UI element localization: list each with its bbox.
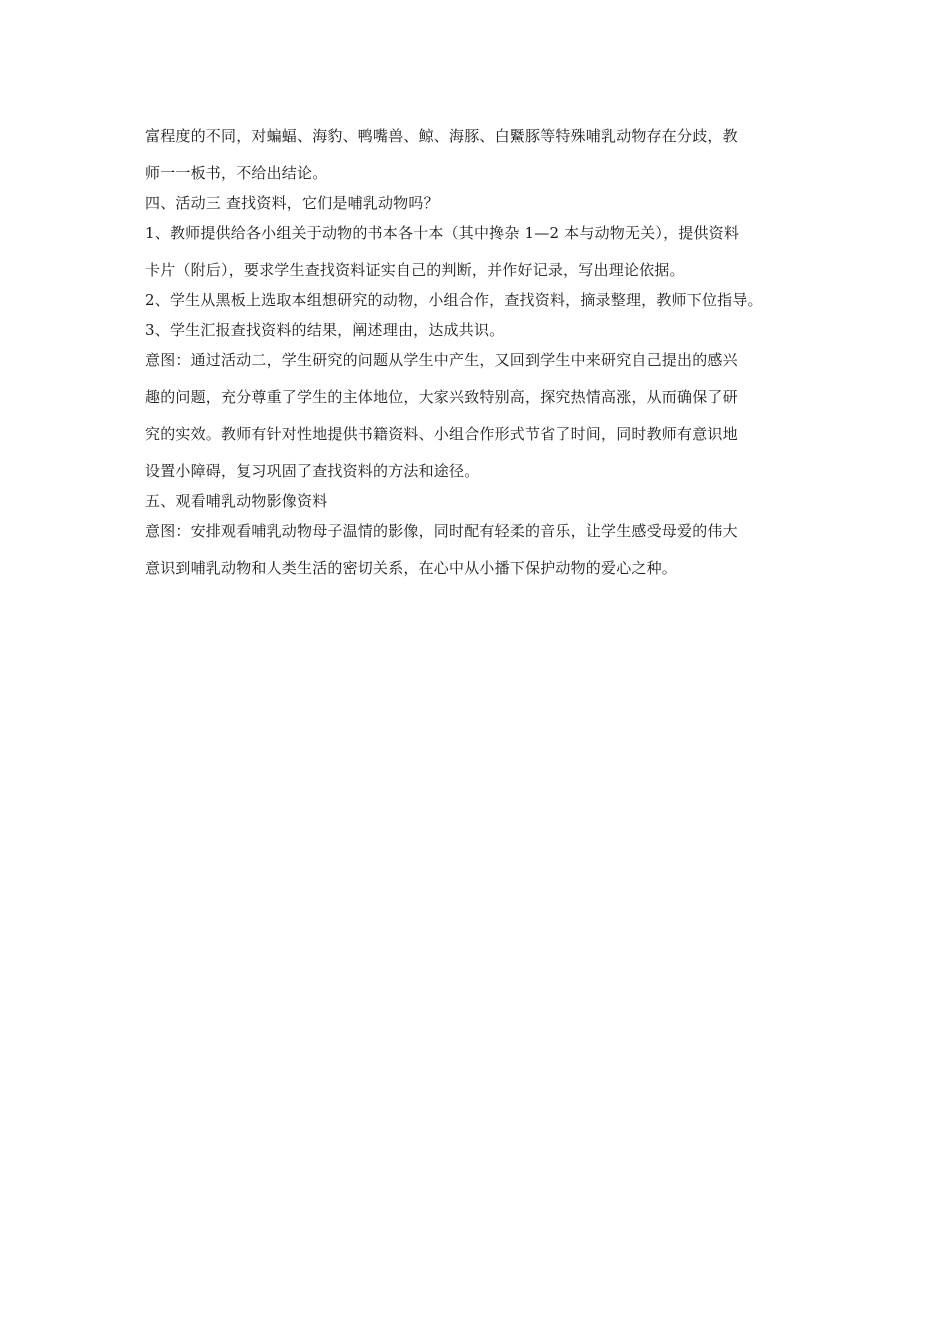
text-line: 师一一板书，不给出结论。 [145,164,328,182]
document-body [145,121,825,583]
text-line: 卡片（附后），要求学生查找资料证实自己的判断，并作好记录，写出理论依据。 [145,261,685,279]
text-line: 意图：安排观看哺乳动物母子温情的影像，同时配有轻柔的音乐，让学生感受母爱的伟大 [145,522,738,540]
section-heading: 五、观看哺乳动物影像资料 [145,492,328,510]
text-line: 3、学生汇报查找资料的结果，阐述理由，达成共识。 [145,321,505,339]
text-line: 设置小障碍，复习巩固了查找资料的方法和途径。 [145,462,480,480]
text-line: 意识到哺乳动物和人类生活的密切关系，在心中从小播下保护动物的爱心之种。 [145,559,678,577]
text-line: 趣的问题，充分尊重了学生的主体地位，大家兴致特别高，探究热情高涨，从而确保了研 [145,388,738,406]
text-line: 意图：通过活动二，学生研究的问题从学生中产生，又回到学生中来研究自己提出的感兴 [145,351,738,369]
text-line: 富程度的不同，对蝙蝠、海豹、鸭嘴兽、鲸、海豚、白鱀豚等特殊哺乳动物存在分歧，教 [145,127,738,145]
section-heading: 四、活动三 查找资料，它们是哺乳动物吗？ [145,194,439,212]
text-line: 2、学生从黑板上选取本组想研究的动物，小组合作，查找资料，摘录整理，教师下位指导。 [145,291,763,309]
text-line: 1、教师提供给各小组关于动物的书本各十本（其中搀杂 1—2 本与动物无关），提供资料 [145,224,740,242]
text-line: 究的实效。教师有针对性地提供书籍资料、小组合作形式节省了时间，同时教师有意识地 [145,425,738,443]
